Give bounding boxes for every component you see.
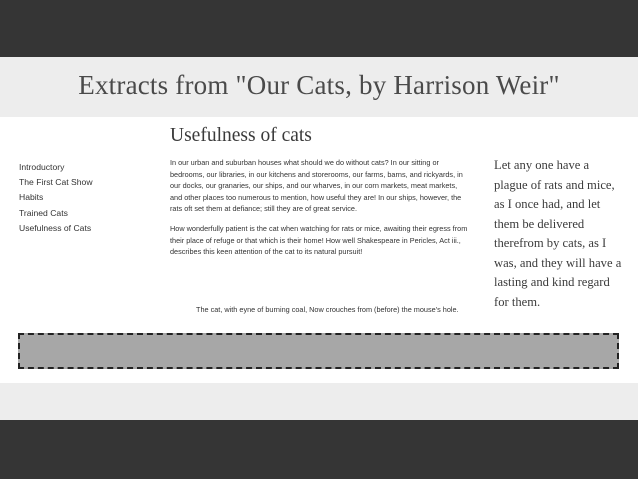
page-heading: Usefulness of cats bbox=[170, 125, 312, 146]
side-nav bbox=[19, 160, 93, 236]
nav-item-trained-cats[interactable]: Trained Cats bbox=[19, 207, 68, 218]
shakespeare-quote bbox=[196, 304, 466, 316]
slide-title: Extracts from "Our Cats, by Harrison Weir" bbox=[78, 70, 560, 100]
footer-band bbox=[0, 383, 638, 420]
quote-text: The cat, with eyne of burning coal, Now crouches from (before) the mouse's hole. bbox=[196, 305, 459, 314]
nav-item-usefulness-of-cats[interactable]: Usefulness of Cats bbox=[19, 222, 92, 233]
pull-quote: Let any one have a plague of rats and mice, as I once had, and let them be delivered therefrom by cats, as I was, and they will have a lasting and kind regard for them. bbox=[494, 158, 622, 309]
article-paragraph: In our urban and suburban houses what should we do without cats? In our sitting or bedrooms, our libraries, in our kitchens and storerooms, our farms, barns, and rickyards, in our docks, our granaries, our ships, and our wharves, in our corn markets, meat markets, and other places too numerous to mention, how useful they are! In our ships, however, the rats oft set them at defiance; still they are of great service. bbox=[170, 158, 463, 214]
nav-item-habits[interactable]: Habits bbox=[19, 192, 44, 203]
nav-item-introductory[interactable]: Introductory bbox=[19, 162, 65, 172]
article-paragraph: How wonderfully patient is the cat when watching for rats or mice, awaiting their egress from their place of refuge or that which is their home! How well Shakespeare in Pericles, Act iii., describes this keen attention of the cat to its natural pursuit! bbox=[170, 223, 468, 257]
article-body bbox=[170, 157, 470, 266]
nav-item-first-cat-show[interactable]: The First Cat Show bbox=[19, 177, 93, 188]
placeholder-box bbox=[18, 333, 619, 369]
